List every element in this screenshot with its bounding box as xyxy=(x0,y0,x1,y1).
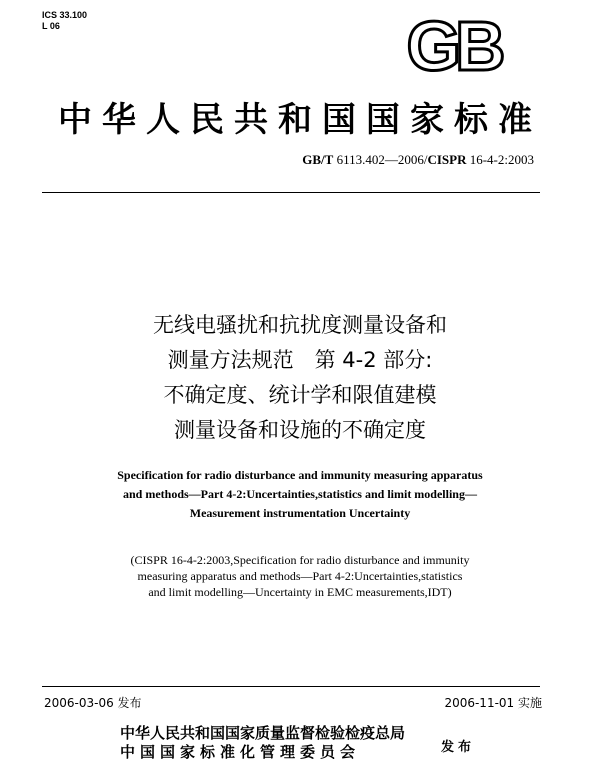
english-title-line: Specification for radio disturbance and immunity measuring apparatus xyxy=(117,468,483,482)
english-title-line: Measurement instrumentation Uncertainty xyxy=(189,506,411,520)
chinese-title-line: 无线电骚扰和抗扰度测量设备和 xyxy=(153,313,447,337)
standard-code: 6113.402—2006/ xyxy=(336,152,428,167)
equivalence-note xyxy=(0,552,600,600)
chinese-title-line: 测量方法规范 第 4-2 部分: xyxy=(167,348,433,372)
issuer-line: 中国国家标准化管理委员会 xyxy=(120,743,361,761)
equivalence-note-line: and limit modelling—Uncertainty in EMC measurements,IDT) xyxy=(148,585,452,599)
english-title-line: and methods—Part 4-2:Uncertainties,statistics and limit modelling— xyxy=(123,487,477,501)
standard-number xyxy=(302,152,534,168)
english-title xyxy=(0,466,600,523)
equiv-code: 16-4-2:2003 xyxy=(469,152,534,167)
publish-label: 发布 xyxy=(441,740,476,755)
issuing-authorities xyxy=(120,724,405,762)
standard-prefix: GB/T xyxy=(302,152,334,167)
chinese-title xyxy=(0,308,600,448)
gb-logo-text: GB xyxy=(406,14,500,76)
footer-divider xyxy=(42,686,540,687)
ccs-code: L 06 xyxy=(42,21,60,31)
document-header-title: 中华人民共和国国家标准 xyxy=(58,100,542,140)
equiv-prefix: CISPR xyxy=(427,152,467,167)
classification-codes xyxy=(42,10,87,32)
issue-date: 2006-03-06 发布 xyxy=(44,696,142,710)
chinese-title-line: 测量设备和设施的不确定度 xyxy=(174,418,426,442)
ics-code: ICS 33.100 xyxy=(42,10,88,20)
header-divider xyxy=(42,192,540,193)
gb-logo xyxy=(388,14,518,76)
equivalence-note-line: (CISPR 16-4-2:2003,Specification for radio disturbance and immunity xyxy=(130,553,470,567)
equivalence-note-line: measuring apparatus and methods—Part 4-2:Uncertainties,statistics xyxy=(137,569,463,583)
effective-date: 2006-11-01 实施 xyxy=(444,696,542,710)
chinese-title-line: 不确定度、统计学和限值建模 xyxy=(163,383,437,407)
issuer-line: 中华人民共和国国家质量监督检验检疫总局 xyxy=(120,724,406,742)
